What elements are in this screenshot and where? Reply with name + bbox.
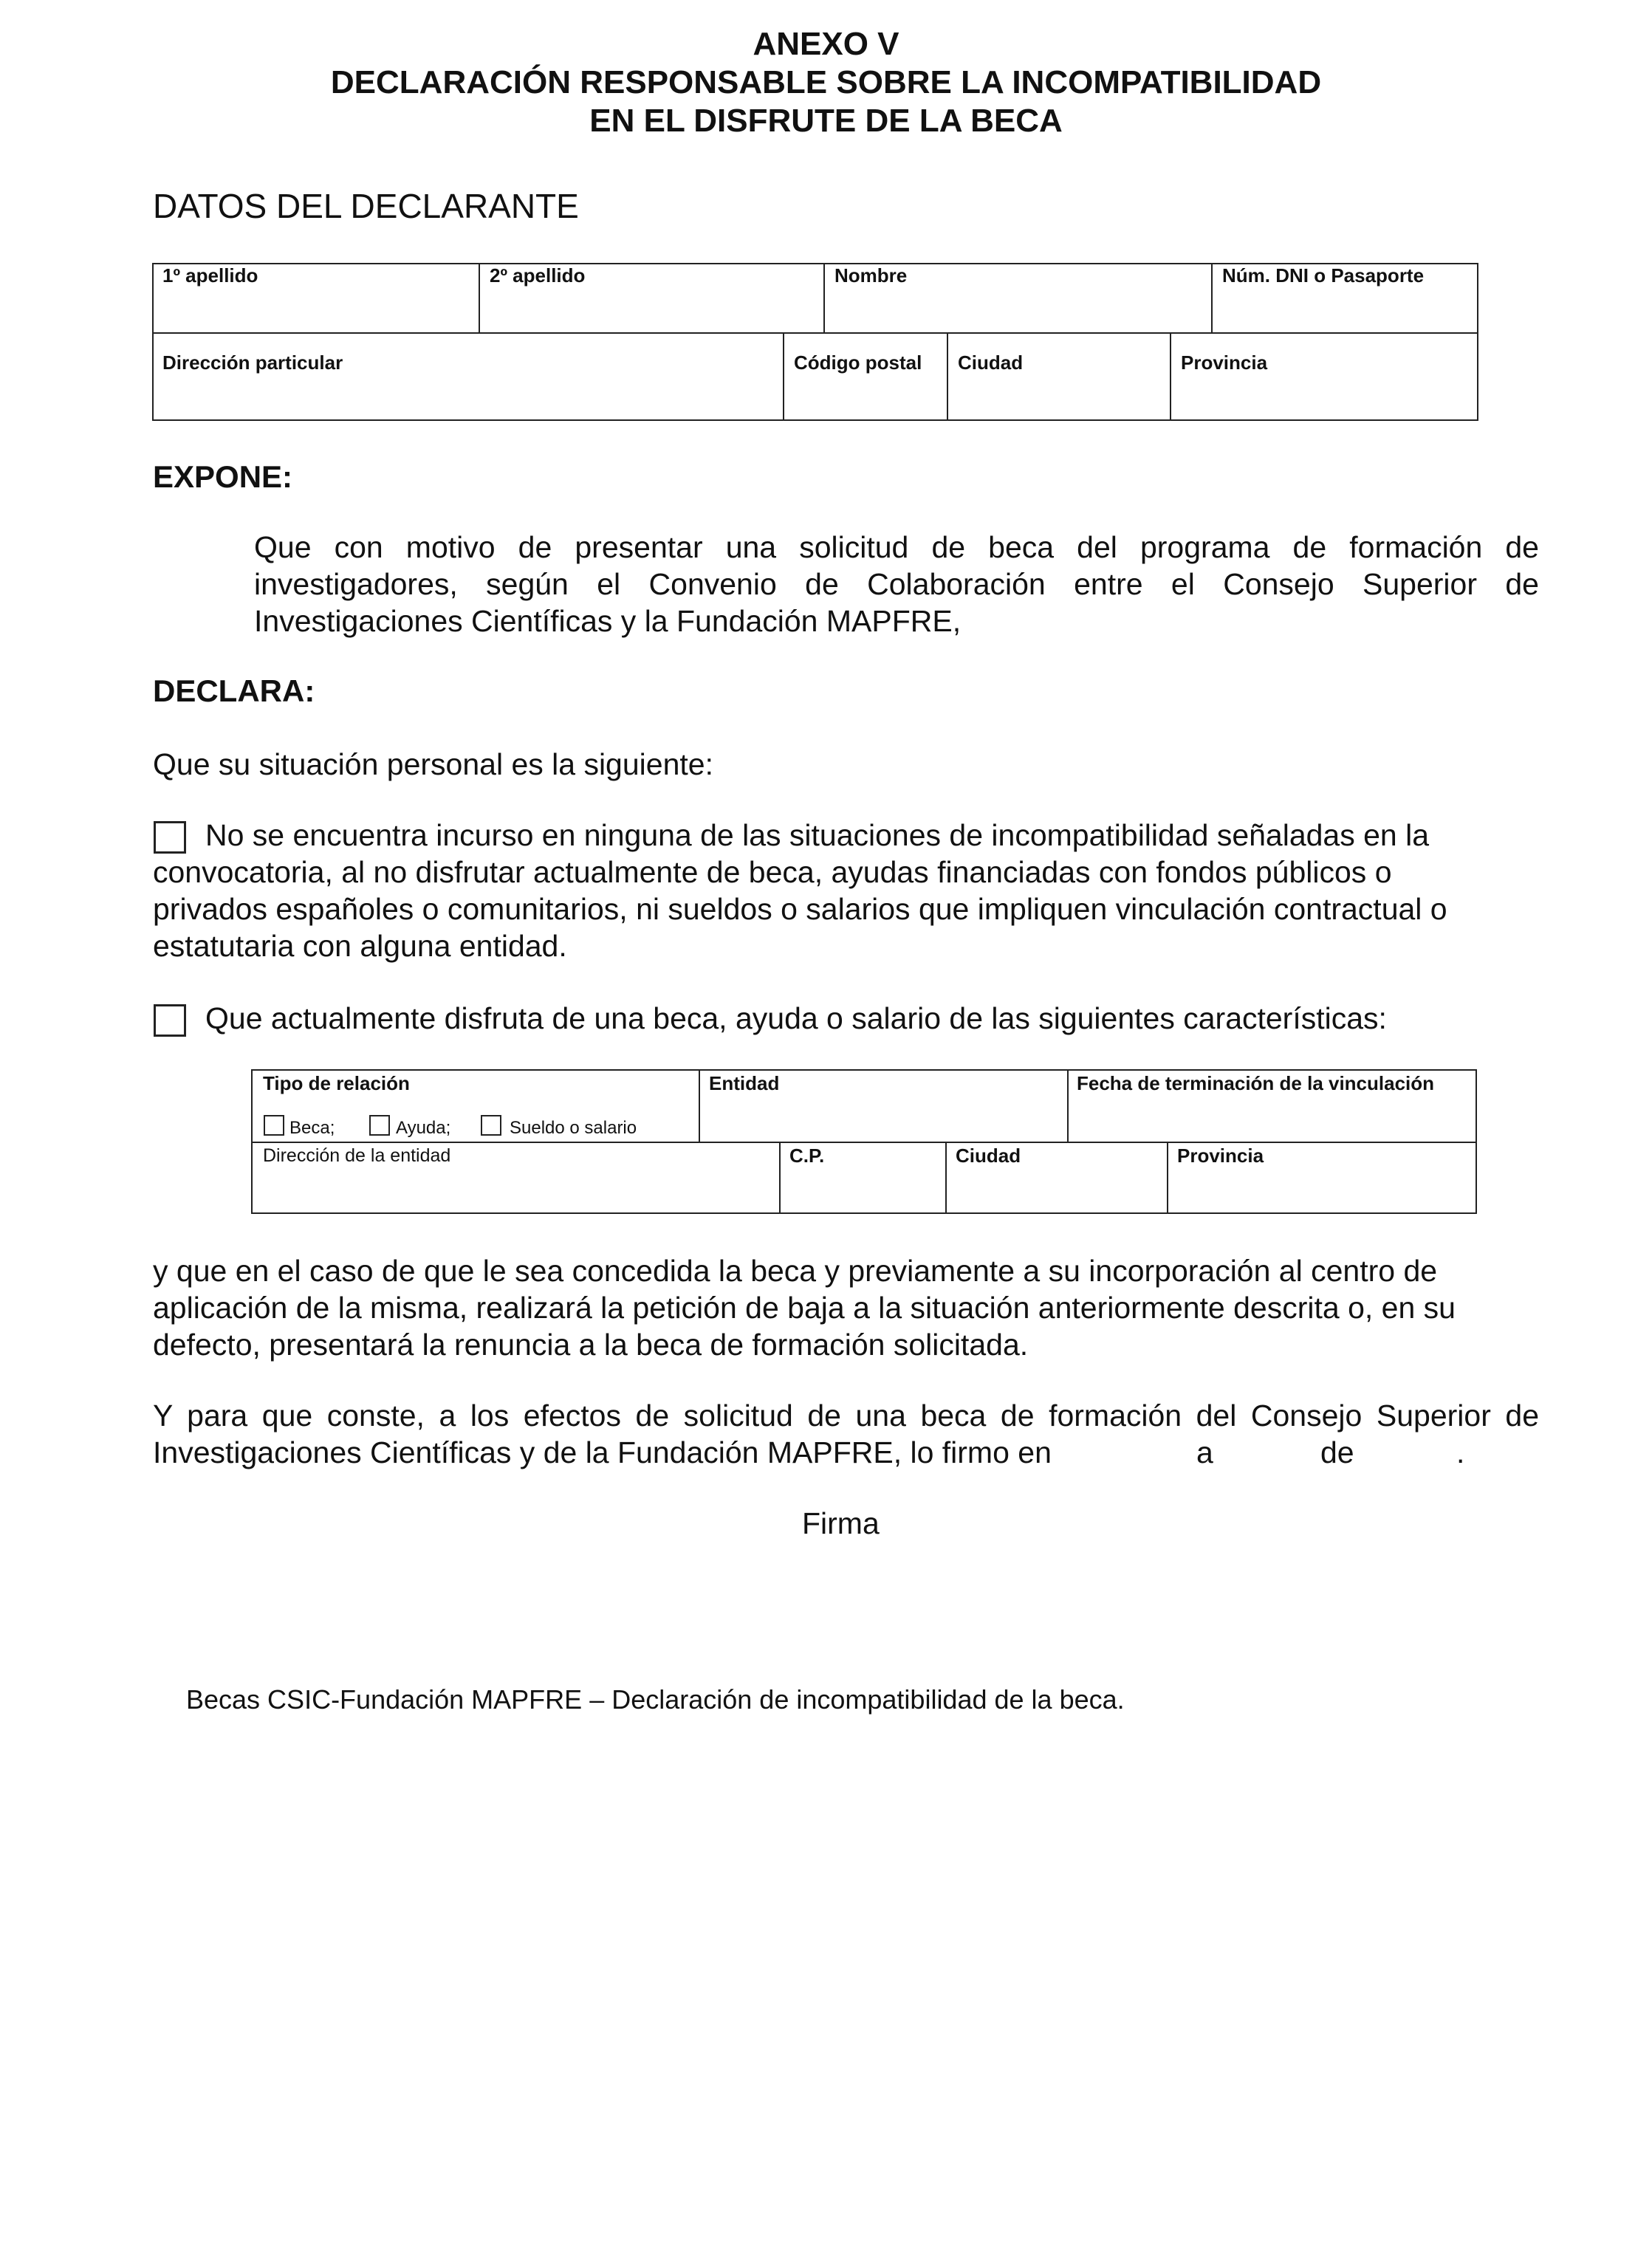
fecha-terminacion-field[interactable]: Fecha de terminación de la vinculación (1077, 1072, 1435, 1094)
sueldo-checkbox[interactable] (481, 1115, 501, 1136)
option2-text: Que actualmente disfruta de una beca, ayuda o salario de las siguientes características: (205, 1001, 1387, 1035)
declarante-section-title: DATOS DEL DECLARANTE (153, 187, 579, 225)
option1-line2: convocatoria, al no disfrutar actualmente de beca, ayudas financiadas con fondos públicos o (153, 855, 1392, 889)
closing-p1-line3: defecto, presentará la renuncia a la beca de formación solicitada. (153, 1328, 1029, 1362)
declara-heading: DECLARA: (153, 673, 315, 708)
expone-heading: EXPONE: (153, 459, 293, 494)
apellido2-field[interactable]: 2º apellido (490, 264, 586, 287)
document-title-line2: EN EL DISFRUTE DE LA BECA (589, 103, 1063, 139)
entidad-provincia-field[interactable]: Provincia (1177, 1145, 1264, 1167)
entidad-ciudad-field[interactable]: Ciudad (956, 1145, 1021, 1167)
closing-p1-line1: y que en el caso de que le sea concedida la beca y previamente a su incorporación al centro de (153, 1254, 1438, 1288)
apellido1-field[interactable]: 1º apellido (162, 264, 258, 287)
ayuda-checkbox[interactable] (369, 1115, 390, 1136)
dni-field[interactable]: Núm. DNI o Pasaporte (1222, 264, 1425, 287)
direccion-field[interactable]: Dirección particular (162, 351, 343, 374)
declara-intro: Que su situación personal es la siguiente: (153, 747, 713, 781)
expone-line3: Investigaciones Científicas y la Fundación MAPFRE, (254, 604, 962, 638)
ciudad-field[interactable]: Ciudad (958, 351, 1024, 374)
nombre-field[interactable]: Nombre (834, 264, 908, 287)
beca-checkbox-label: Beca; (289, 1118, 335, 1138)
firma-label: Firma (802, 1506, 880, 1540)
codigo-postal-field[interactable]: Código postal (794, 351, 922, 374)
beca-checkbox[interactable] (264, 1115, 284, 1136)
document-title-line1: DECLARACIÓN RESPONSABLE SOBRE LA INCOMPATIBILIDAD (330, 64, 1322, 100)
cp-field[interactable]: C.P. (789, 1145, 825, 1167)
expone-line1: Que con motivo de presentar una solicitud de beca del programa de formación de (254, 530, 1539, 564)
option1-line3: privados españoles o comunitarios, ni sueldos o salarios que impliquen vinculación contractual o (153, 892, 1447, 926)
entidad-field[interactable]: Entidad (709, 1072, 780, 1094)
footer-text: Becas CSIC-Fundación MAPFRE – Declaración de incompatibilidad de la beca. (186, 1684, 1125, 1715)
closing-p1-line2: aplicación de la misma, realizará la petición de baja a la situación anteriormente descrita o, en su (153, 1291, 1456, 1325)
provincia-field[interactable]: Provincia (1181, 351, 1268, 374)
closing-p2-de: de (1320, 1435, 1354, 1469)
closing-p2-a: a (1196, 1435, 1213, 1469)
option-current-beca-checkbox[interactable] (154, 1004, 186, 1037)
option1-line1: No se encuentra incurso en ninguna de las situaciones de incompatibilidad señaladas en la (205, 818, 1430, 852)
tipo-relacion-label: Tipo de relación (263, 1072, 410, 1094)
closing-p2-dot: . (1456, 1435, 1465, 1469)
option1-line4: estatutaria con alguna entidad. (153, 929, 567, 963)
closing-p2-line1: Y para que conste, a los efectos de solicitud de una beca de formación del Consejo Superior de (153, 1399, 1539, 1433)
sueldo-checkbox-label: Sueldo o salario (510, 1118, 637, 1138)
annex-title: ANEXO V (753, 26, 899, 62)
ayuda-checkbox-label: Ayuda; (396, 1118, 451, 1138)
direccion-entidad-field[interactable]: Dirección de la entidad (263, 1145, 451, 1166)
expone-line2: investigadores, según el Convenio de Colaboración entre el Consejo Superior de (254, 567, 1539, 601)
closing-p2-line2: Investigaciones Científicas y de la Fundación MAPFRE, lo firmo en (153, 1435, 1052, 1469)
option-no-incompatibility-checkbox[interactable] (154, 821, 186, 854)
